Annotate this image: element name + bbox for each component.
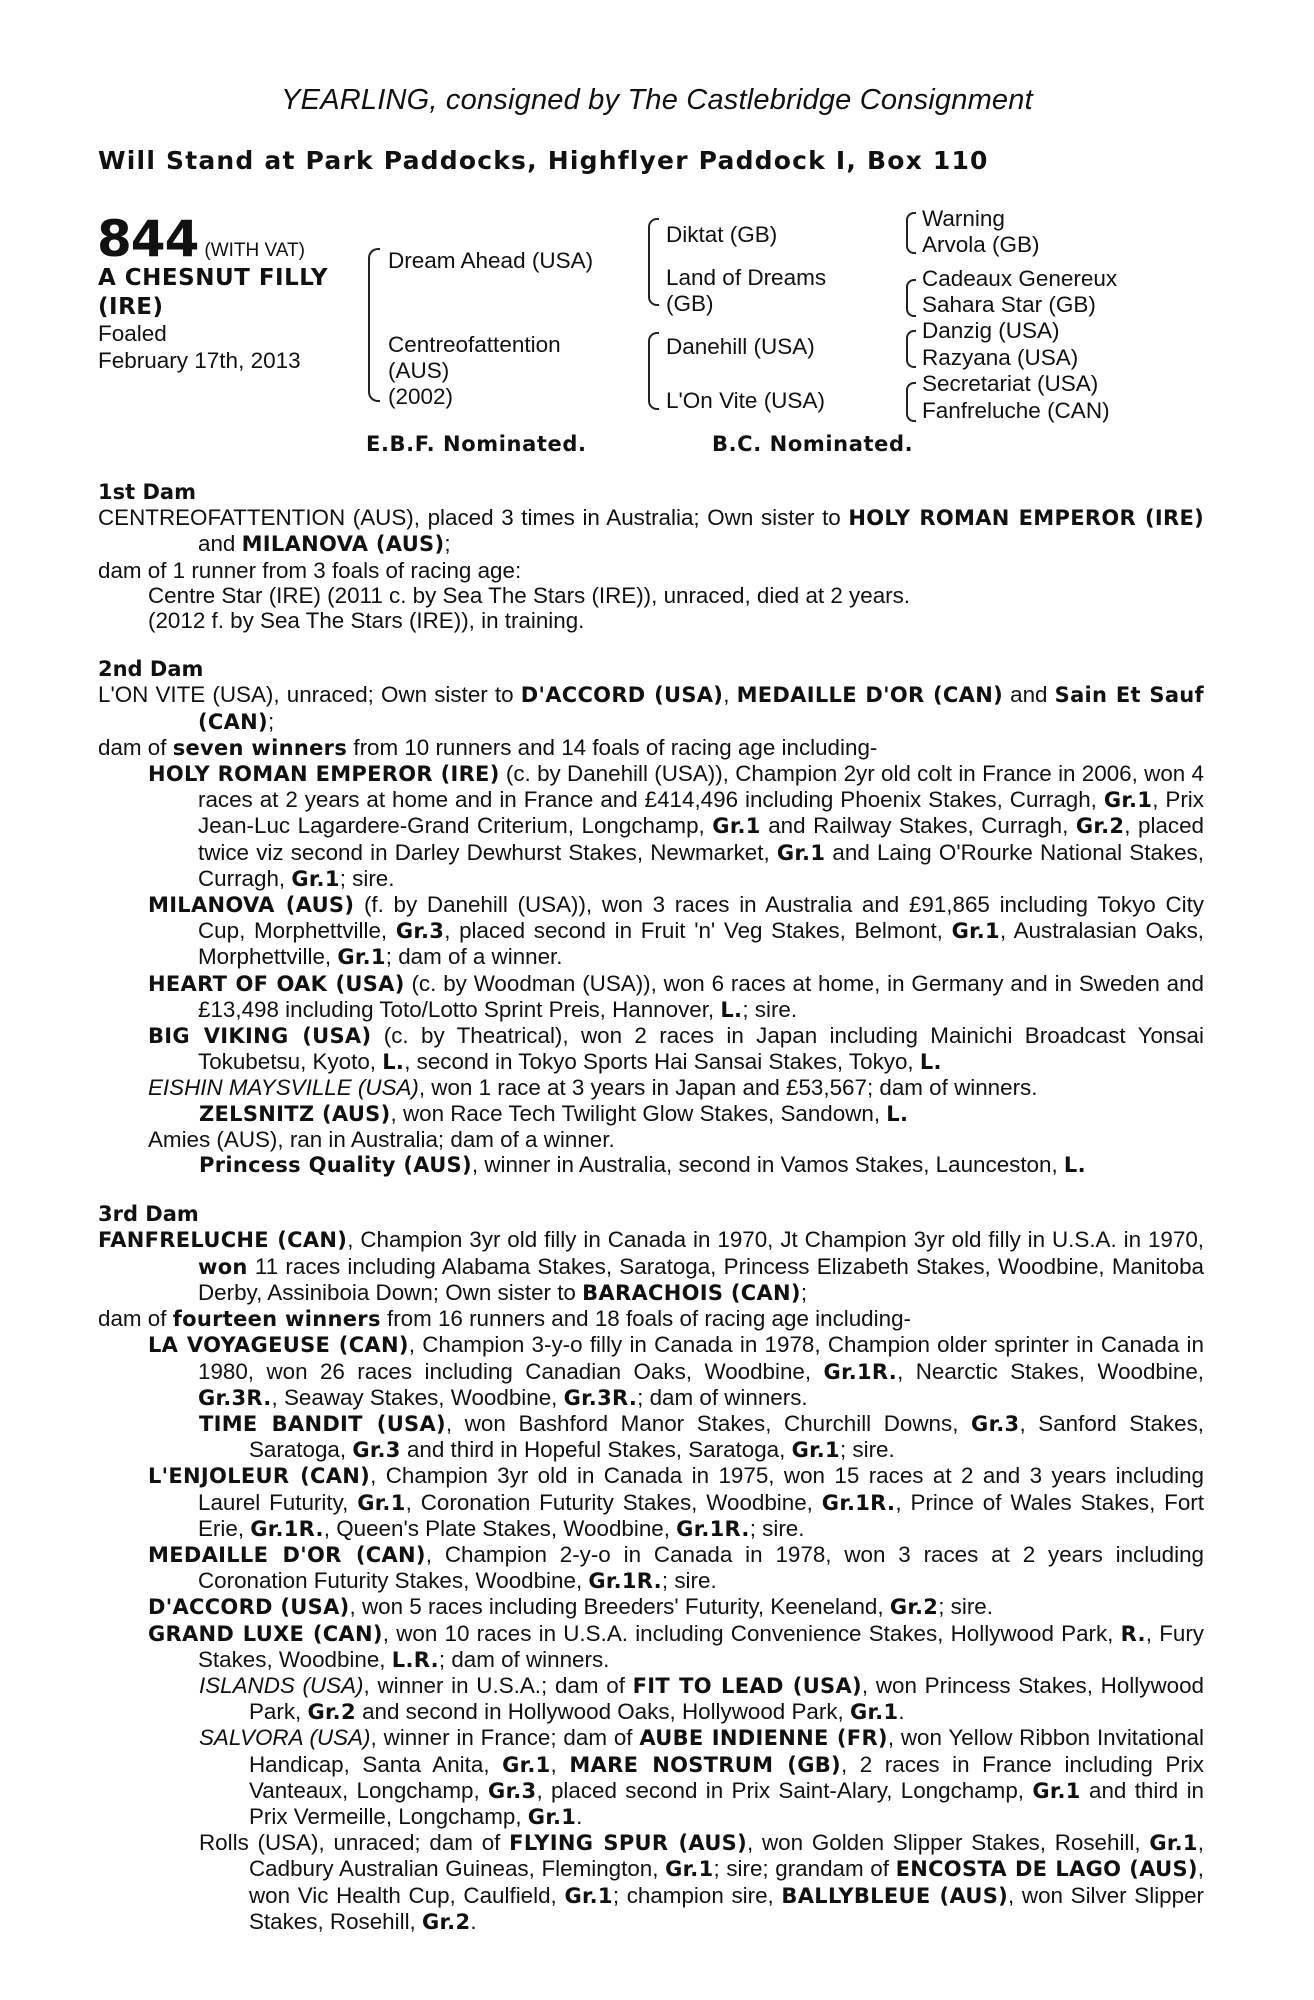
pedigree-dam (388, 332, 561, 410)
produce-entry: ISLANDS (USA), winner in U.S.A.; dam of FIT TO LEAD (USA), won Princess Stakes, Hollywood Park, Gr.2 and second in Hollywood Oaks, Hollywood Park, Gr.1. (199, 1672, 1204, 1725)
produce-entry: D'ACCORD (USA), won 5 races including Breeders' Futurity, Keeneland, Gr.2; sire. (148, 1594, 993, 1620)
pedigree-ggp-4: Sahara Star (GB) (922, 292, 1096, 317)
second-dam-produce-summary: dam of seven winners from 10 runners and 14 foals of racing age including- (98, 734, 878, 760)
foaled-info (98, 320, 301, 374)
pedigree-sire: Dream Ahead (USA) (388, 248, 594, 273)
produce-entry: L'ENJOLEUR (CAN), Champion 3yr old in Canada in 1975, won 15 races at 2 and 3 years including Laurel Futurity, Gr.1, Coronation Futurity Stakes, Woodbine, Gr.1R., Prince of Wales Stakes, Fort Erie, Gr.1R., Queen's Plate Stakes, Woodbine, Gr.1R.; sire. (148, 1463, 1204, 1541)
pedigree-brace-dam (648, 332, 659, 410)
pedigree-sire-dam-line2: (GB) (666, 291, 714, 316)
third-dam-paragraph: FANFRELUCHE (CAN), Champion 3yr old filly in Canada in 1970, Jt Champion 3yr old filly in U.S.A. in 1970, won 11 races including Alabama Stakes, Saratoga, Princess Elizabeth Stakes, Woodbine, Manitoba Derby, Assiniboia Down; Own sister to BARACHOIS (CAN); (98, 1227, 1204, 1305)
horse-description (98, 264, 328, 322)
pedigree-ggp-6: Razyana (USA) (922, 345, 1079, 370)
horse-description-line1: A CHESNUT FILLY (98, 265, 328, 291)
produce-entry: Amies (AUS), ran in Australia; dam of a winner. (148, 1126, 615, 1152)
pedigree-dam-line2: (AUS) (388, 358, 450, 383)
produce-entry: MILANOVA (AUS) (f. by Danehill (USA)), won 3 races in Australia and £91,865 including Tokyo City Cup, Morphettville, Gr.3, placed second in Fruit 'n' Veg Stakes, Belmont, Gr.1, Australasian Oaks, Morphettville, Gr.1; dam of a winner. (148, 892, 1205, 970)
pedigree-brace-ggp3 (906, 330, 916, 368)
pedigree-notes (98, 480, 1204, 1935)
pedigree-dam-line1: Centreofattention (388, 332, 561, 357)
stand-location: Will Stand at Park Paddocks, Highflyer Paddock I, Box 110 (98, 146, 989, 175)
produce-entry: GRAND LUXE (CAN), won 10 races in U.S.A. including Convenience Stakes, Hollywood Park, R., Fury Stakes, Woodbine, L.R.; dam of winners. (148, 1620, 1204, 1672)
produce-entry: ZELSNITZ (AUS), won Race Tech Twilight Glow Stakes, Sandown, L. (199, 1100, 909, 1126)
pedigree-sire-dam (666, 265, 826, 317)
produce-entry: EISHIN MAYSVILLE (USA), won 1 race at 3 years in Japan and £53,567; dam of winners. (148, 1075, 1038, 1101)
pedigree-ggp-5: Danzig (USA) (922, 318, 1060, 343)
pedigree-brace-ggp4 (906, 382, 916, 422)
pedigree-ggp-3: Cadeaux Genereux (922, 266, 1118, 291)
vat-label: (WITH VAT) (204, 240, 305, 261)
horse-description-line2: (IRE) (98, 294, 164, 320)
consignment-line: YEARLING, consigned by The Castlebridge Consignment (281, 84, 1033, 116)
pedigree-brace-ggp2 (906, 279, 916, 317)
pedigree-ggp-2: Arvola (GB) (922, 232, 1040, 257)
pedigree-dam-dam: L'On Vite (USA) (666, 388, 825, 413)
first-dam-produce-summary: dam of 1 runner from 3 foals of racing age: (98, 557, 522, 583)
produce-entry: HEART OF OAK (USA) (c. by Woodman (USA)), won 6 races at home, in Germany and in Sweden and £13,498 including Toto/Lotto Sprint Preis, Hannover, L.; sire. (148, 970, 1204, 1022)
foaled-date: February 17th, 2013 (98, 348, 301, 373)
produce-entry: (2012 f. by Sea The Stars (IRE)), in training. (148, 608, 585, 634)
produce-entry: BIG VIKING (USA) (c. by Theatrical), won 2 races in Japan including Mainichi Broadcast Yonsai Tokubetsu, Kyoto, L., second in Tokyo Sports Hai Sansai Stakes, Tokyo, L. (148, 1023, 1204, 1075)
produce-entry: Princess Quality (AUS), winner in Australia, second in Vamos Stakes, Launceston, L. (199, 1152, 1086, 1178)
first-dam-paragraph: CENTREOFATTENTION (AUS), placed 3 times in Australia; Own sister to HOLY ROMAN EMPEROR (IRE) and MILANOVA (AUS); (98, 505, 1204, 557)
second-dam-section (98, 657, 1204, 1178)
pedigree-brace-sire (648, 218, 659, 306)
lot-number-value: 844 (97, 210, 199, 268)
bc-nominated: B.C. Nominated. (712, 432, 914, 456)
second-dam-paragraph: L'ON VITE (USA), unraced; Own sister to D'ACCORD (USA), MEDAILLE D'OR (CAN) and Sain Et Sauf (CAN); (98, 682, 1204, 734)
pedigree-sire-dam-line1: Land of Dreams (666, 265, 827, 290)
produce-entry: SALVORA (USA), winner in France; dam of AUBE INDIENNE (FR), won Yellow Ribbon Invitational Handicap, Santa Anita, Gr.1, MARE NOSTRUM (GB), 2 races in France including Prix Vanteaux, Longchamp, Gr.3, placed second in Prix Saint-Alary, Longchamp, Gr.1 and third in Prix Vermeille, Longchamp, Gr.1. (199, 1725, 1205, 1829)
third-dam-heading: 3rd Dam (98, 1202, 199, 1227)
produce-entry: Centre Star (IRE) (2011 c. by Sea The Stars (IRE)), unraced, died at 2 years. (148, 582, 911, 608)
lot-number (97, 210, 305, 268)
produce-entry: LA VOYAGEUSE (CAN), Champion 3-y-o filly in Canada in 1978, Champion older sprinter in Canada in 1980, won 26 races including Canadian Oaks, Woodbine, Gr.1R., Nearctic Stakes, Woodbine, Gr.3R., Seaway Stakes, Woodbine, Gr.3R.; dam of winners. (148, 1332, 1204, 1410)
produce-entry: Rolls (USA), unraced; dam of FLYING SPUR (AUS), won Golden Slipper Stakes, Rosehill, Gr.1, Cadbury Australian Guineas, Flemington, Gr.1; sire; grandam of ENCOSTA DE LAGO (AUS), won Vic Health Cup, Caulfield, Gr.1; champion sire, BALLYBLEUE (AUS), won Silver Slipper Stakes, Rosehill, Gr.2. (199, 1830, 1205, 1934)
pedigree-sire-sire: Diktat (GB) (666, 222, 778, 247)
pedigree-ggp-7: Secretariat (USA) (922, 371, 1099, 396)
pedigree-ggp-1: Warning (922, 206, 1005, 231)
second-dam-heading: 2nd Dam (98, 657, 204, 682)
first-dam-section (98, 480, 1204, 633)
foaled-label: Foaled (98, 321, 167, 346)
pedigree-brace-main (368, 248, 380, 402)
produce-entry: MEDAILLE D'OR (CAN), Champion 2-y-o in Canada in 1978, won 3 races at 2 years including Coronation Futurity Stakes, Woodbine, Gr.1R.; sire. (148, 1541, 1204, 1594)
produce-entry: TIME BANDIT (USA), won Bashford Manor Stakes, Churchill Downs, Gr.3, Sanford Stakes, Saratoga, Gr.3 and third in Hopeful Stakes, Saratoga, Gr.1; sire. (199, 1410, 1204, 1463)
pedigree-brace-ggp1 (906, 212, 916, 254)
pedigree-dam-sire: Danehill (USA) (666, 334, 815, 359)
produce-entry: HOLY ROMAN EMPEROR (IRE) (c. by Danehill (USA)), Champion 2yr old colt in France in 2006, won 4 races at 2 years at home and in France and £414,496 including Phoenix Stakes, Curragh, Gr.1, Prix Jean-Luc Lagardere-Grand Criterium, Longchamp, Gr.1 and Railway Stakes, Curragh, Gr.2, placed twice viz second in Darley Dewhurst Stakes, Newmarket, Gr.1 and Laing O'Rourke National Stakes, Curragh, Gr.1; sire. (148, 761, 1204, 891)
third-dam-produce-summary: dam of fourteen winners from 16 runners and 18 foals of racing age including- (98, 1306, 911, 1332)
pedigree-ggp-8: Fanfreluche (CAN) (922, 398, 1110, 423)
pedigree-dam-line3: (2002) (388, 384, 454, 409)
third-dam-section (98, 1202, 1204, 1935)
first-dam-heading: 1st Dam (98, 480, 196, 504)
ebf-nominated: E.B.F. Nominated. (366, 432, 587, 456)
